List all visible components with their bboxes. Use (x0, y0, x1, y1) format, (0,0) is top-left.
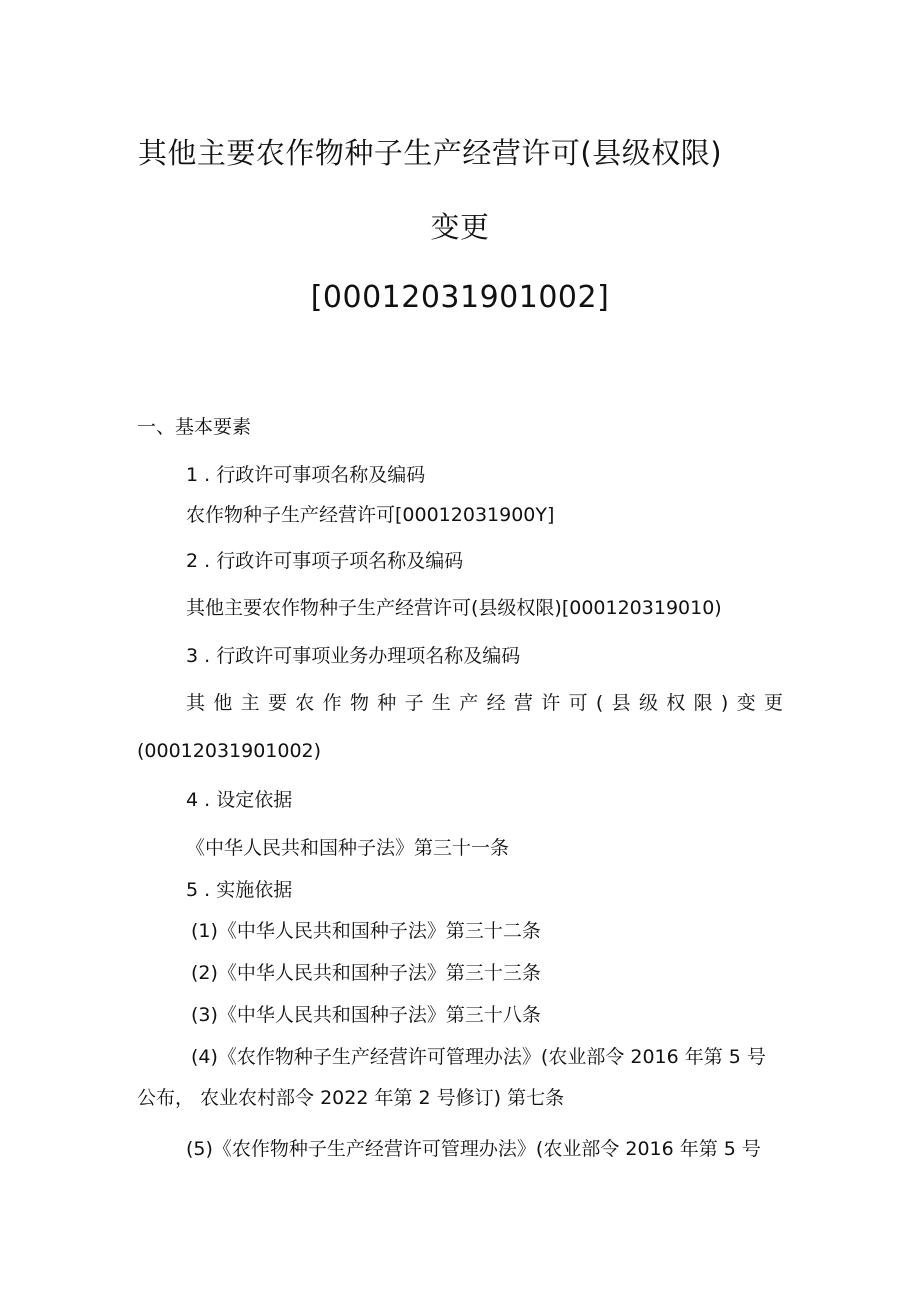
item-1-label: 1 . 行政许可事项名称及编码 (186, 464, 426, 486)
item-3-content-line-1: 其他主要农作物种子生产经营许可(县级权限)变更 (186, 692, 783, 714)
item-3-content-line-2: (00012031901002) (137, 740, 322, 762)
document-title-line-1: 其他主要农作物种子生产经营许可(县级权限) (137, 136, 723, 170)
item-4-content: 《中华人民共和国种子法》第三十一条 (186, 837, 510, 859)
document-title-code: [00012031901002] (310, 280, 610, 315)
basis-item-5: (5)《农作物种子生产经营许可管理办法》(农业部令 2016 年第 5 号 (186, 1138, 761, 1160)
basis-item-2: (2)《中华人民共和国种子法》第三十三条 (191, 962, 541, 984)
item-1-content: 农作物种子生产经营许可[00012031900Y] (186, 504, 555, 526)
item-2-content: 其他主要农作物种子生产经营许可(县级权限)[000120319010) (186, 597, 722, 619)
item-2-label: 2 . 行政许可事项子项名称及编码 (186, 550, 464, 572)
basis-item-1: (1)《中华人民共和国种子法》第三十二条 (191, 920, 541, 942)
basis-item-3: (3)《中华人民共和国种子法》第三十八条 (191, 1004, 541, 1026)
basis-item-4: (4)《农作物种子生产经营许可管理办法》(农业部令 2016 年第 5 号 (191, 1046, 766, 1068)
section-heading-basic-elements: 一、基本要素 (137, 416, 252, 438)
item-3-label: 3 . 行政许可事项业务办理项名称及编码 (186, 645, 521, 667)
item-5-label: 5 . 实施依据 (186, 879, 293, 901)
item-4-label: 4 . 设定依据 (186, 789, 293, 811)
document-title-line-2: 变更 (430, 210, 490, 244)
basis-item-4-continued: 公布， 农业农村部令 2022 年第 2 号修订) 第七条 (137, 1087, 565, 1109)
